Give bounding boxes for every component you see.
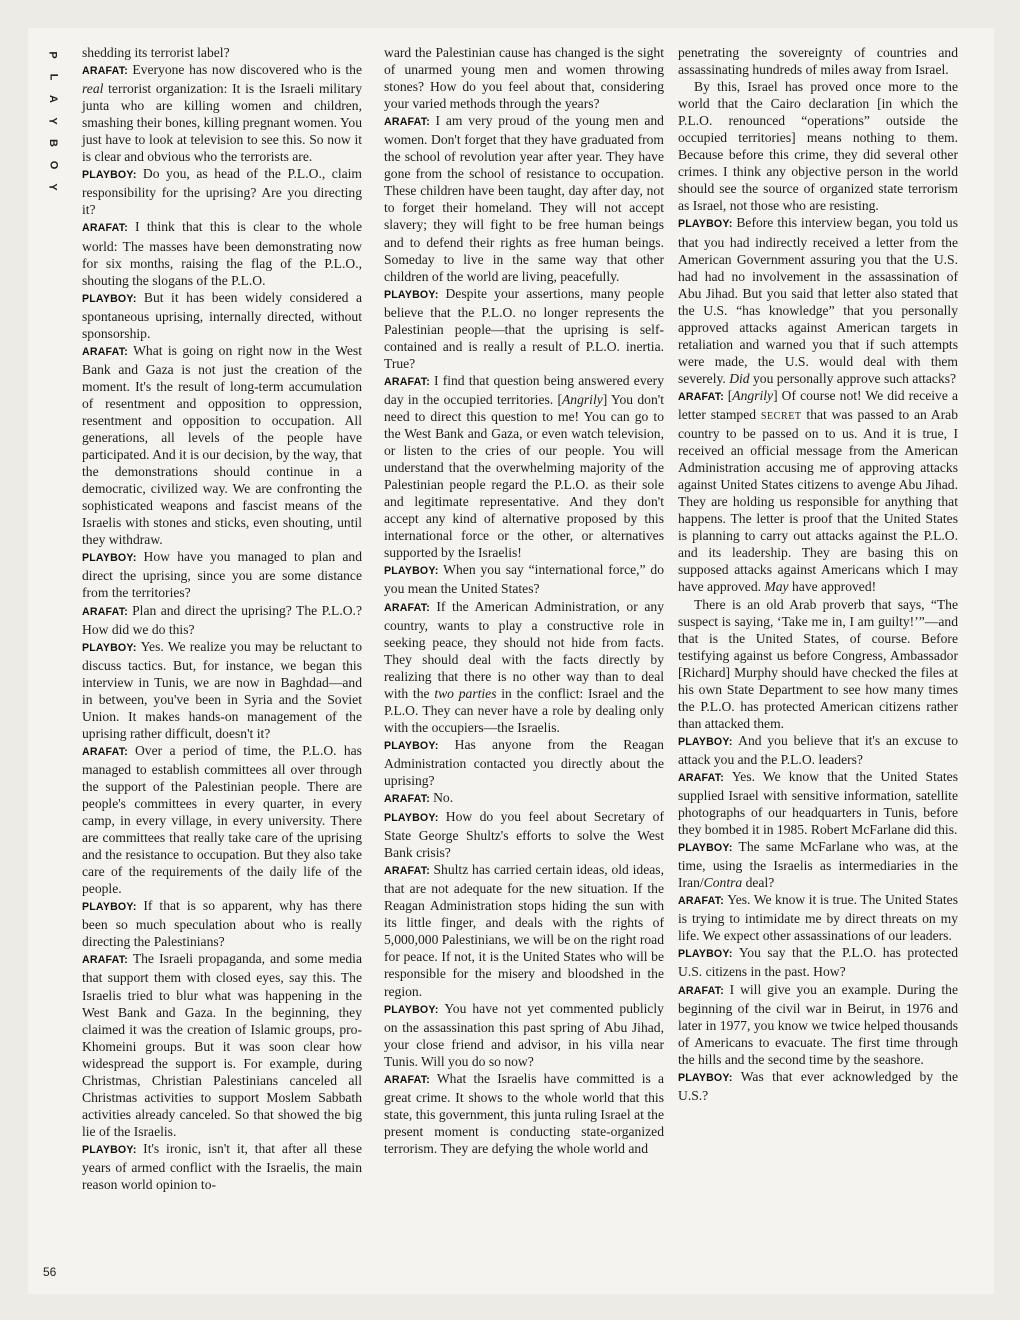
speaker-label: ARAFAT: [82,605,128,618]
paragraph-text: Plan and direct the uprising? The P.L.O.? How did we do this? [82,602,362,637]
paragraph-text: I am very proud of the young men and women. Don't forget that they have graduated from the school of revolution year after year. They have gone from the school of resistance to occupation. These children have been taught, day after day, not to forget their homeland. They will not accept slavery; they will fight to be free human beings and to defend their rights as free human beings. Someday to live in the same way that other children of the world are living, peacefully. [384,113,664,284]
text-run: deal? [742,875,775,891]
text-run: I find that question being answered every day in the occupied territories. [ [384,372,664,407]
italic-text: real [82,81,104,97]
text-column-1 [82,44,362,1193]
paragraph-text: shedding its terrorist label? [82,45,230,60]
spine-letter: O [47,160,59,170]
text-run: have approved! [788,579,877,595]
spine-letter: P [47,51,59,59]
interview-turn [678,944,958,980]
speaker-label: PLAYBOY: [384,288,439,301]
interview-turn [82,602,362,638]
paragraph [82,44,362,61]
speaker-label: ARAFAT: [384,1073,430,1086]
paragraph-text: There is an old Arab proverb that says, “The suspect is saying, ‘Take me in, I am guilty!’”—and that is the United States, of course. Before testifying against us before Congress, Ambassador [Richard] Murphy should have checked the files at his own State Department to see how many times the P.L.O. has protected American citizens rather than attacked them. [678,596,958,731]
paragraph-text: How have you managed to plan and direct the uprising, since you are some distance from the territories? [82,549,362,601]
speaker-label: PLAYBOY: [678,735,733,748]
speaker-label: PLAYBOY: [384,812,439,825]
paragraph [678,44,958,78]
text-run: SECRET [760,410,802,422]
speaker-label: ARAFAT: [82,345,128,358]
interview-turn [384,598,664,736]
speaker-label: ARAFAT: [678,984,724,997]
paragraph-text: The Israeli propaganda, and some media that support them with closed eyes, say this. The Israelis tried to blur what was happening in the West Bank and Gaza. In the beginning, they claimed it was the creation of Islamic groups, pro-Khomeini groups. But it was soon clear how widespread the support is. For example, during Christmas, Christian Palestinians canceled all Christmas activities to support Moslem Sabbath activities already canceled. So that showed the big lie of the Israelis. [82,951,362,1139]
speaker-label: ARAFAT: [678,895,724,908]
paragraph-text: How do you feel about Secretary of State George Shultz's efforts to solve the West Bank crisis? [384,809,664,861]
paragraph-text: And you believe that it's an excuse to attack you and the P.L.O. leaders? [678,732,958,767]
text-column-3 [678,44,958,1104]
interview-turn [82,342,362,549]
paragraph-text: What the Israelis have committed is a great crime. It shows to the whole world that this state, this government, this junta ruling Israel at the present moment is conducting state-organized terrorism. They are defying the whole world and [384,1070,664,1156]
interview-turn [82,165,362,218]
spine-masthead [42,44,64,198]
italic-text: Angrily [561,391,603,407]
interview-turn [384,561,664,597]
interview-turn [82,218,362,288]
speaker-label: PLAYBOY: [82,552,137,565]
interview-turn [678,387,958,596]
interview-turn [384,861,664,999]
text-run: If the American Administration, or any country, wants to play a constructive role in seeking peace, they should not hide from facts. They should deal with the facts directly by realizing that there is no other way than to deal with the [384,598,664,701]
italic-text: Contra [703,875,743,891]
paragraph-text: Yes. We know it is true. The United States is trying to intimidate me by direct threats on my life. We expect other assassinations of our leaders. [678,892,958,944]
paragraph-text: ward the Palestinian cause has changed is the sight of unarmed young men and women throwing stones? How do you feel about that, considering your varied methods through the years? [384,45,664,112]
speaker-label: ARAFAT: [384,601,430,614]
interview-turn [384,1070,664,1157]
interview-turn [384,1000,664,1070]
interview-turn [678,214,958,386]
interview-turn [384,808,664,861]
paragraph-text: Over a period of time, the P.L.O. has managed to establish committees all over through the support of the Palestinian people. There are people's committees in every quarter, in every camp, in every village, in every university. There are committees that really take care of the uprising and the resistance to occupation. But they also take care of the requirements of the daily life of the people. [82,742,362,897]
speaker-label: ARAFAT: [384,116,430,129]
paragraph [384,44,664,112]
text-run: Before this interview began, you told us that you had indirectly received a letter from the American Government assuring you that the U.S. had had no involvement in the assassination of Abu Jihad. But you said that letter also stated that the U.S. “has knowledge” that you personally approved attacks against American targets in retaliation and warned you that if such attempts were made, the U.S. would deal with them severely. [678,215,958,386]
paragraph-text: Has anyone from the Reagan Administration contacted you directly about the uprising? [384,736,664,788]
text-run: ] You don't need to direct this question to me! You can go to the West Bank and Gaza, or even watch television, or listen to the cries of our people. You will understand that the overwhelming majority of the Palestinian people regard the P.L.O. as their sole and legitimate representative. And they don't accept any kind of alternative proposed by this international force or the other, or alternatives supported by the Israelis! [384,391,664,561]
interview-turn [678,891,958,944]
speaker-label: PLAYBOY: [384,739,439,752]
spine-letter: A [46,95,59,103]
paragraph-text: Yes. We know that the United States supplied Israel with sensitive information, satellite photographs of our headquarters in Tunis, before they bombed it in 1985. Robert McFarlane did this. [678,768,958,838]
speaker-label: PLAYBOY: [82,901,137,914]
paragraph-text: I will give you an example. During the beginning of the civil war in Beirut, in 1976 and later in 1977, you know we twice helped thousands of Americans to evacuate. The first time through the hills and the second time by the seashore. [678,981,958,1067]
magazine-page [28,28,994,1294]
speaker-label: ARAFAT: [82,222,128,235]
spine-letter: Y [47,117,59,125]
interview-turn [678,981,958,1068]
italic-text: May [764,579,789,595]
text-run: that was passed to an Arab country to be passed on to us. And it is true, I received an official message from the American Administration accusing me of approving attacks against United States citizens to avenge Abu Jihad. They are holding us responsible for anything that happens. The letter is proof that the United States is planning to carry out attacks against the P.L.O. and its leadership. They are basing this on supposed attacks against Americans which I may have approved. [678,406,958,595]
paragraph [678,78,958,214]
speaker-label: ARAFAT: [82,954,128,967]
speaker-label: ARAFAT: [678,771,724,784]
paragraph-text: By this, Israel has proved once more to the world that the Cairo declaration [in which the P.L.O. renounced “operations” outside the occupied territories] means nothing to them. Because before this crime, they did several other crimes. I think any objective person in the world should see the source of organized state terrorism as Israel, not those who are resisting. [678,79,958,214]
paragraph [678,596,958,732]
spine-letter: B [46,139,59,147]
interview-turn [678,768,958,838]
text-column-2 [384,44,664,1157]
speaker-label: ARAFAT: [82,745,128,758]
interview-turn [384,112,664,284]
speaker-label: ARAFAT: [384,375,430,388]
paragraph-text: Yes. We realize you may be reluctant to discuss tactics. But, for instance, we began this interview in Tunis, we are now in Baghdad—and in between, you've been in Syria and the Soviet Union. It makes hands-on management of the uprising rather difficult, doesn't it? [82,638,362,741]
spine-letter: Y [47,183,59,191]
speaker-label: ARAFAT: [82,65,128,78]
paragraph-text: What is going on right now in the West Bank and Gaza is not just the creation of the moment. It's the result of long-term accumulation of resentment and opposition to oppression, resentment and opposition to occupation. All generations, all levels of the people have participated. And it is our decision, by the way, that the demonstrations should continue in a democratic, civilized way. We are confronting the sophisticated weapons and fascist means of the Israelis with stones and sticks, even shouting, until they withdraw. [82,342,362,548]
interview-turn [82,742,362,897]
paragraph-text: If that is so apparent, why has there been so much speculation about who is really directing the Palestinians? [82,898,362,950]
speaker-label: PLAYBOY: [82,292,137,305]
interview-turn [384,372,664,562]
interview-turn [678,1068,958,1104]
paragraph-text: You say that the P.L.O. has protected U.S. citizens in the past. How? [678,945,958,980]
italic-text: Did [729,370,750,386]
interview-turn [678,732,958,768]
interview-turn [384,285,664,372]
interview-turn [82,897,362,950]
interview-turn [82,950,362,1140]
interview-turn [82,548,362,601]
paragraph-text: Despite your assertions, many people believe that the P.L.O. no longer represents the Palestinian people—that the uprising is self-contained and is really a result of P.L.O. inertia. True? [384,285,664,371]
page-number: 56 [43,1265,57,1279]
italic-text: two parties [434,685,497,701]
speaker-label: ARAFAT: [678,390,724,403]
paragraph-text: Shultz has carried certain ideas, old ideas, that are not adequate for the new situation. If the Reagan Administration stops hiding the sun with its little finger, and deals with the rights of 5,000,000 Palestinians, we will be on the right road for peace. If not, it is the United States who will be responsible for the misery and bloodshed in the region. [384,862,664,999]
speaker-label: PLAYBOY: [384,1003,439,1016]
interview-turn [82,1140,362,1193]
speaker-label: PLAYBOY: [82,641,137,654]
text-run: The same McFarlane who was, at the time, using the Israelis as intermediaries in the Iran/ [678,839,958,891]
speaker-label: ARAFAT: [384,793,430,806]
paragraph-text: You have not yet commented publicly on the assassination this past spring of Abu Jihad, your close friend and advisor, in his villa near Tunis. Will you do so now? [384,1000,664,1069]
speaker-label: PLAYBOY: [82,169,137,182]
italic-text: Angrily [732,387,774,403]
speaker-label: PLAYBOY: [678,842,733,855]
interview-turn [384,736,664,789]
paragraph-text: But it has been widely considered a spontaneous uprising, internally directed, without sponsorship. [82,289,362,341]
interview-turn [82,638,362,742]
speaker-label: PLAYBOY: [384,565,439,578]
speaker-label: PLAYBOY: [678,218,733,231]
paragraph-text: When you say “international force,” do you mean the United States? [384,562,664,597]
text-run: you personally approve such attacks? [749,370,957,386]
paragraph-text: No. [433,790,454,806]
interview-turn [384,789,664,808]
interview-turn [82,61,362,165]
paragraph-text: It's ironic, isn't it, that after all these years of armed conflict with the Israelis, the main reason world opinion to- [82,1140,363,1193]
text-run: terrorist organization: It is the Israeli military junta who are killing women and children, smashing their bones, killing pregnant women. You just have to look at television to see this. So now it is clear and obvious who the terrorists are. [82,81,362,165]
speaker-label: PLAYBOY: [678,948,733,961]
paragraph-text: Do you, as head of the P.L.O., claim responsibility for the uprising? Are you directing it? [82,166,362,218]
paragraph-text: penetrating the sovereignty of countries and assassinating hundreds of miles away from Israel. [678,45,958,78]
text-run: in the conflict: Israel and the P.L.O. They can never have a role by dealing only with the occupiers—the Israelis. [384,685,664,735]
interview-turn [82,289,362,342]
speaker-label: ARAFAT: [384,865,430,878]
text-run: Everyone has now discovered who is the [132,62,362,78]
interview-turn [678,838,958,891]
text-run: [ [727,387,733,403]
paragraph-text: Was that ever acknowledged by the U.S.? [678,1068,958,1103]
text-run: ] Of course not! We did receive a letter stamped [678,387,958,422]
speaker-label: PLAYBOY: [678,1071,733,1084]
spine-letter: L [46,73,59,81]
speaker-label: PLAYBOY: [82,1143,137,1156]
paragraph-text: I think that this is clear to the whole world: The masses have been demonstrating now for six months, raising the flag of the P.L.O., shouting the slogans of the P.L.O. [82,219,362,288]
